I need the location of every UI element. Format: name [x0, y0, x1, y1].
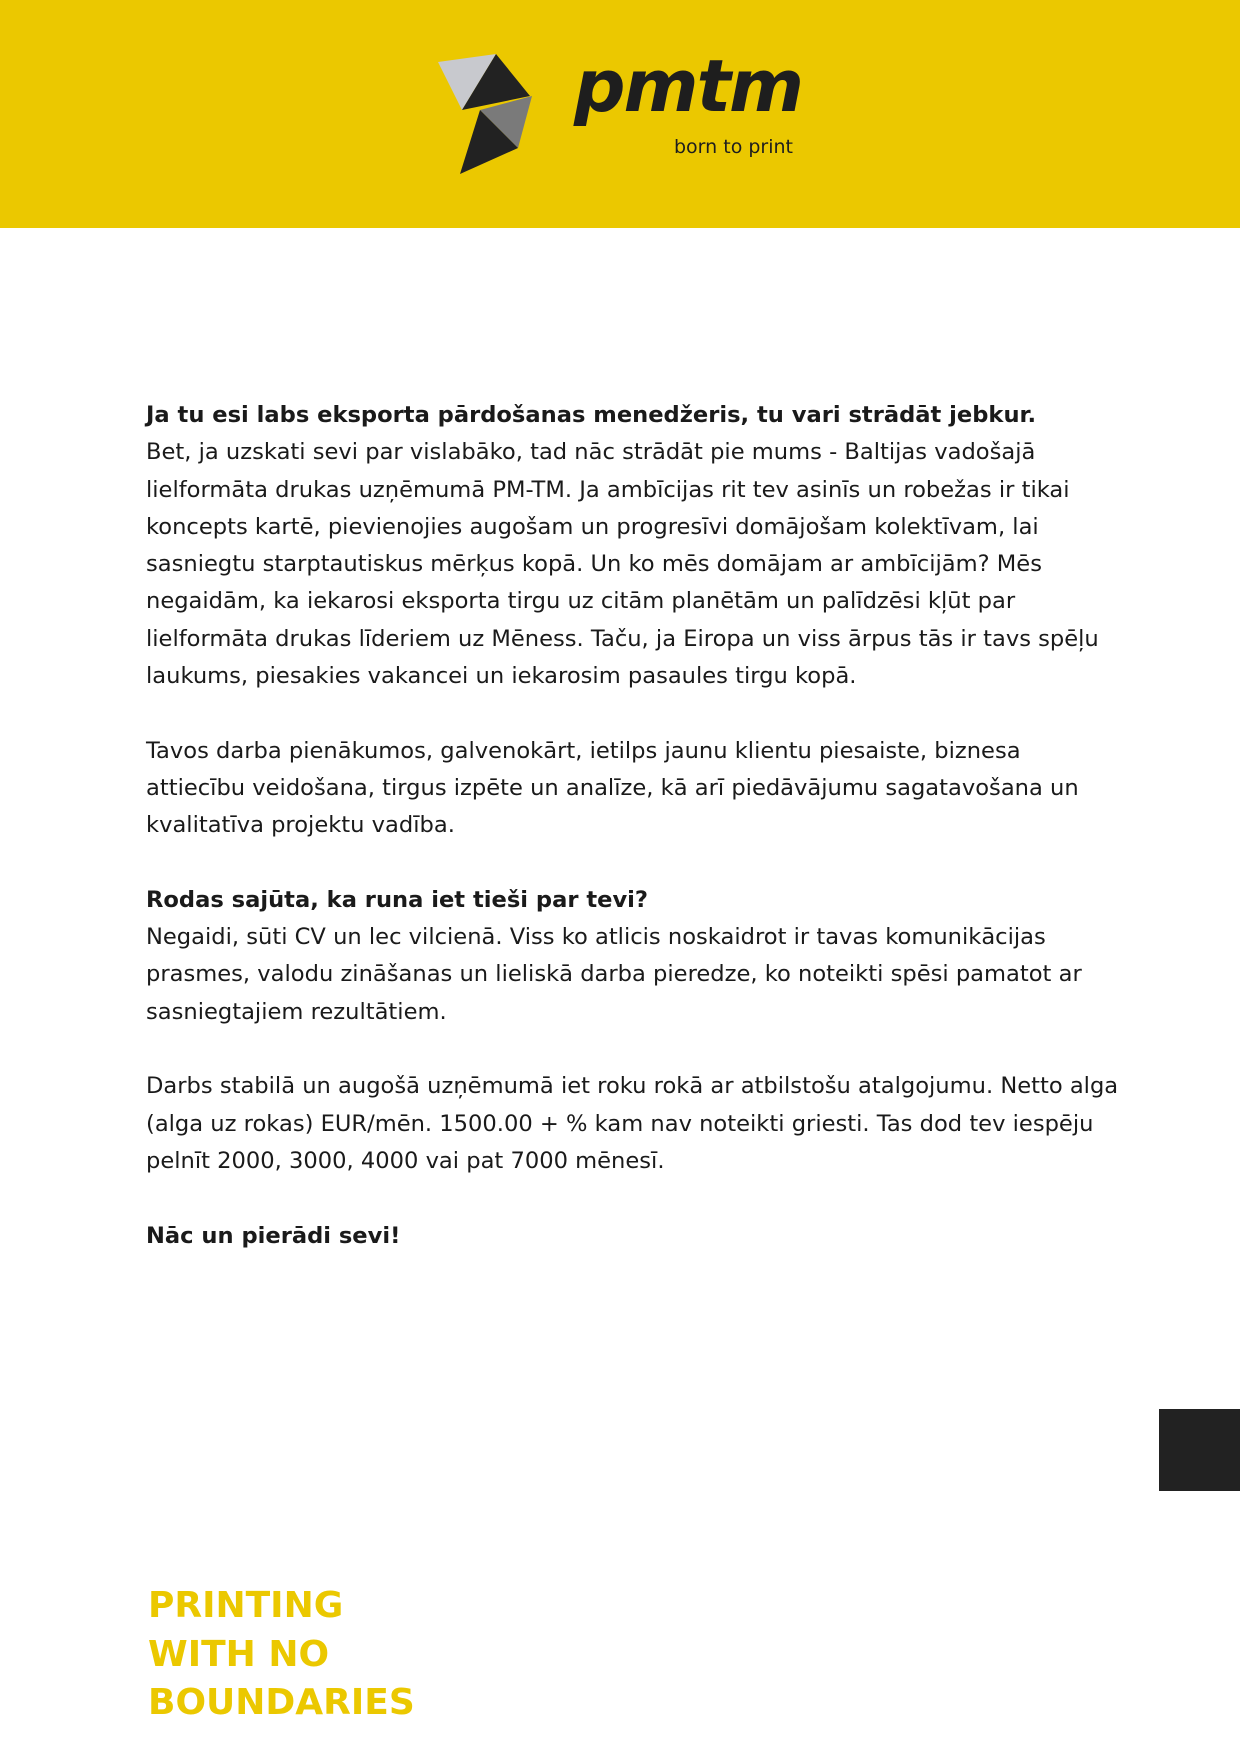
closing-line: Nāc un pierādi sevi! — [146, 1222, 401, 1249]
slogan — [148, 1582, 415, 1728]
salary-paragraph: Darbs stabilā un augošā uzņēmumā iet roku rokā ar atbilstošu atalgojumu. Netto alga (alga uz rokas) EUR/mēn. 1500.00 + % kam nav noteikti griesti. Tas dod tev iespēju pelnīt 2000, 3000, 4000 vai pat 7000 mēnesī. — [146, 1073, 1119, 1174]
company-logo — [428, 44, 808, 182]
question-text: Negaidi, sūti CV un lec vilcienā. Viss ko atlicis noskaidrot ir tavas komunikācijas prasmes, valodu zināšanas un lieliskā darba pieredze, ko noteikti spēsi pamatot ar sasniegtajiem rezultātiem. — [146, 924, 1082, 1025]
intro-heading: Ja tu esi labs eksporta pārdošanas menedžeris, tu vari strādāt jebkur. — [146, 402, 1037, 428]
intro-paragraph — [146, 397, 1126, 695]
decorative-side-block — [1159, 1409, 1240, 1491]
slogan-line-3: BOUNDARIES — [148, 1682, 415, 1723]
intro-text: Bet, ja uzskati sevi par vislabāko, tad nāc strādāt pie mums - Baltijas vadošajā lielformāta drukas uzņēmumā PM-TM. Ja ambīcijas rit tev asinīs un robežas ir tikai koncepts kartē, pievienojies augošam un progresīvi domājošam kolektīvam, lai sasniegtu starptautiskus mērķus kopā. Un ko mēs domājam ar ambīcijām? Mēs negaidām, ka iekarosi eksporta tirgu uz citām planētām un palīdzēsi kļūt par lielformāta drukas līderiem uz Mēness. Taču, ja Eiropa un viss ārpus tās ir tavs spēļu laukums, piesakies vakancei un iekarosim pasaules tirgu kopā. — [146, 439, 1099, 690]
logo-tagline: born to print — [674, 136, 794, 158]
slogan-line-1: PRINTING — [148, 1585, 344, 1626]
duties-paragraph: Tavos darba pienākumos, galvenokārt, ietilps jaunu klientu piesaiste, biznesa attiecību veidošana, tirgus izpēte un analīze, kā arī piedāvājumu sagatavošana un kvalitatīva projektu vadība. — [146, 737, 1079, 839]
question-heading: Rodas sajūta, ka runa iet tieši par tevi? — [146, 886, 649, 913]
logo-mark-icon — [428, 52, 538, 176]
question-paragraph — [146, 882, 1126, 1031]
logo-wordmark: pmtm — [574, 44, 803, 128]
slogan-line-2: WITH NO — [148, 1633, 330, 1675]
letter-body — [146, 397, 1126, 1292]
